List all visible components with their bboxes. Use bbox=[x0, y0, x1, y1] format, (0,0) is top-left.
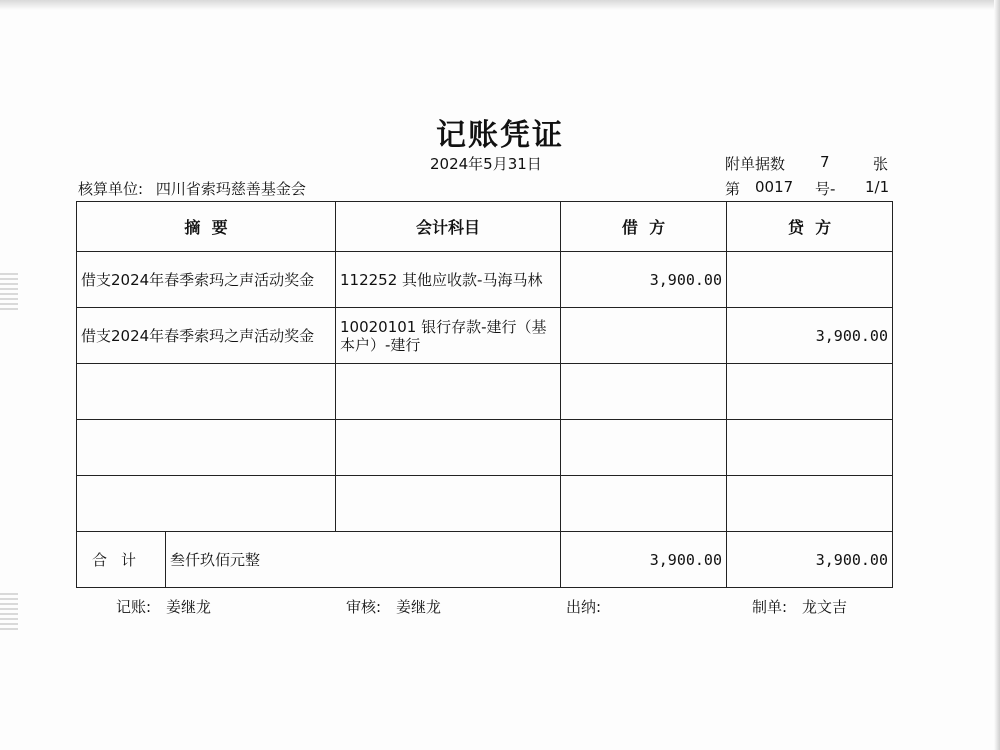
scan-artifact bbox=[0, 270, 18, 310]
voucher-number-value: 0017 bbox=[755, 178, 794, 196]
row-subject-text: 112252 其他应收款-马海马林 bbox=[340, 270, 543, 289]
row-debit bbox=[561, 308, 727, 364]
row-credit bbox=[727, 476, 893, 532]
header-row bbox=[77, 202, 893, 252]
row-subject-text: 10020101 银行存款-建行（基本户）-建行 bbox=[340, 317, 547, 354]
table-row bbox=[77, 476, 893, 532]
table-row bbox=[77, 364, 893, 420]
header-debit: 借 方 bbox=[561, 202, 727, 252]
total-label: 合计 bbox=[77, 532, 166, 588]
row-summary: 借支2024年春季索玛之声活动奖金 bbox=[77, 308, 336, 364]
row-credit bbox=[727, 364, 893, 420]
row-subject bbox=[336, 476, 561, 532]
preparer-label: 制单: bbox=[752, 598, 788, 616]
total-credit: 3,900.00 bbox=[727, 532, 893, 588]
voucher-date: 2024年5月31日 bbox=[430, 155, 542, 173]
accounting-unit-label: 核算单位: bbox=[78, 180, 144, 198]
table-row bbox=[77, 308, 893, 364]
bookkeeper-name: 姜继龙 bbox=[166, 598, 212, 616]
row-subject bbox=[336, 420, 561, 476]
voucher-number-suffix: 号- bbox=[815, 180, 836, 198]
accounting-unit-name: 四川省索玛慈善基金会 bbox=[155, 180, 306, 198]
row-credit bbox=[727, 420, 893, 476]
row-debit bbox=[561, 420, 727, 476]
attachment-unit: 张 bbox=[873, 155, 889, 173]
row-debit bbox=[561, 476, 727, 532]
preparer-name: 龙文吉 bbox=[802, 598, 848, 616]
row-credit: 3,900.00 bbox=[727, 308, 893, 364]
attachment-number: 7 bbox=[820, 153, 830, 171]
accounting-unit bbox=[78, 178, 306, 199]
header-summary: 摘 要 bbox=[77, 202, 336, 252]
row-summary bbox=[77, 420, 336, 476]
voucher-title: 记账凭证 bbox=[436, 118, 564, 153]
header-credit: 贷 方 bbox=[727, 202, 893, 252]
voucher-number-prefix: 第 bbox=[725, 180, 741, 198]
scan-artifact bbox=[0, 590, 18, 630]
row-debit bbox=[561, 364, 727, 420]
bookkeeper-label: 记账: bbox=[116, 598, 152, 616]
row-debit: 3,900.00 bbox=[561, 252, 727, 308]
table-row bbox=[77, 252, 893, 308]
row-credit bbox=[727, 252, 893, 308]
table-row bbox=[77, 420, 893, 476]
cashier-label: 出纳: bbox=[566, 598, 602, 616]
total-debit: 3,900.00 bbox=[561, 532, 727, 588]
row-subject bbox=[336, 252, 561, 308]
attachment-label: 附单据数 bbox=[725, 155, 786, 173]
row-subject bbox=[336, 308, 561, 364]
reviewer-name: 姜继龙 bbox=[396, 598, 442, 616]
row-summary bbox=[77, 364, 336, 420]
voucher-page: 1/1 bbox=[865, 178, 890, 196]
reviewer-label: 审核: bbox=[346, 598, 382, 616]
header-subject: 会计科目 bbox=[336, 202, 561, 252]
total-amount-words: 叁仟玖佰元整 bbox=[166, 532, 561, 588]
row-subject bbox=[336, 364, 561, 420]
row-summary bbox=[77, 476, 336, 532]
scan-edge-top bbox=[0, 0, 1000, 10]
row-summary: 借支2024年春季索玛之声活动奖金 bbox=[77, 252, 336, 308]
total-row bbox=[77, 532, 893, 588]
voucher-table bbox=[76, 201, 893, 588]
